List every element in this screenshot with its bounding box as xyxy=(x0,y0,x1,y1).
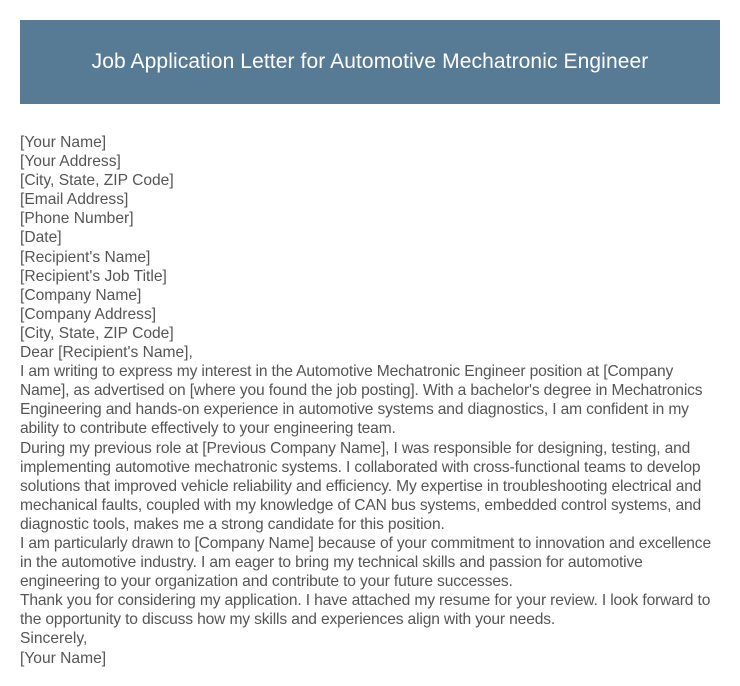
recipient-name: [Recipient's Name] xyxy=(20,248,151,266)
sender-email: [Email Address] xyxy=(20,191,129,209)
letter-body xyxy=(20,133,720,668)
paragraph-closing: Thank you for considering my application. I have attached my resume for your review. I look forward to the opportunity to discuss how my skills and experiences align with your needs. xyxy=(20,592,711,629)
recipient-company: [Company Name] xyxy=(20,286,142,304)
sender-phone: [Phone Number] xyxy=(20,210,134,228)
recipient-address: [Company Address] xyxy=(20,305,157,323)
signature: [Your Name] xyxy=(20,649,107,667)
sender-city-state-zip: [City, State, ZIP Code] xyxy=(20,172,174,190)
paragraph-experience: During my previous role at [Previous Company Name], I was responsible for designing, testing, and implementing automotive mechatronic systems. I collaborated with cross-functional teams to develop solutions that improved vehicle reliability and efficiency. My expertise in troubleshooting electrical and mechanical faults, coupled with my knowledge of CAN bus systems, embedded control systems, and diagnostic tools, makes me a strong candidate for this position. xyxy=(20,439,702,533)
recipient-city-state-zip: [City, State, ZIP Code] xyxy=(20,324,174,342)
page-header xyxy=(20,20,720,104)
paragraph-motivation: I am particularly drawn to [Company Name] because of your commitment to innovation and excellence in the automotive industry. I am eager to bring my technical skills and passion for automotive engineering to your organization and contribute to your future successes. xyxy=(20,534,711,591)
sender-name: [Your Name] xyxy=(20,134,107,151)
salutation: Dear [Recipient's Name], xyxy=(20,344,193,362)
letter-date: [Date] xyxy=(20,229,62,247)
recipient-job-title: [Recipient's Job Title] xyxy=(20,267,167,285)
page-title: Job Application Letter for Automotive Mechatronic Engineer xyxy=(91,50,649,73)
closing: Sincerely, xyxy=(20,630,88,648)
paragraph-intro: I am writing to express my interest in the Automotive Mechatronic Engineer position at [Company Name], as advertised on [where you found the job posting]. With a bachelor's degree in Mechatronics Engineering and hands-on experience in automotive systems and diagnostics, I am confident in my ability to contribute effectively to your engineering team. xyxy=(20,363,703,438)
sender-address: [Your Address] xyxy=(20,153,121,171)
